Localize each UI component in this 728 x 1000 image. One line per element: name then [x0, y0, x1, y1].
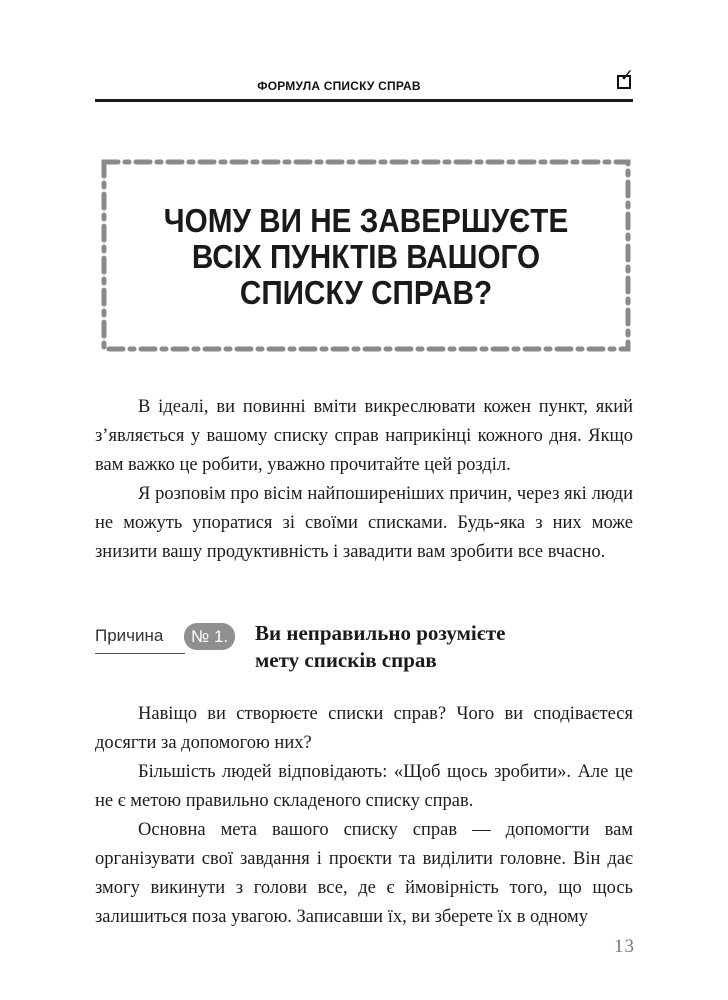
chapter-title-line: ВСІХ ПУНКТІВ ВАШОГО	[191, 238, 541, 275]
paragraph: Основна мета вашого списку справ — допомогти вам організувати свої завдання і проєкти та виділити головне. Він дає змогу викинути з голови все, де є ймовірність того, що щось залишиться поза увагою. Записавши їх, ви зберете їх в одному	[95, 820, 633, 927]
checkmark-icon: ✓	[619, 66, 634, 86]
reason-title-line: мету списків справ	[255, 648, 437, 672]
running-header	[95, 66, 633, 100]
paragraph: Навіщо ви створюєте списки справ? Чого ви сподіваєтеся досягти за допомогою них?	[95, 704, 633, 753]
reason-heading	[95, 620, 633, 680]
chapter-title-box	[100, 158, 632, 353]
reason-number-badge: № 1.	[184, 623, 235, 650]
header-rule	[95, 99, 633, 102]
paragraph: Більшість людей відповідають: «Щоб щось зробити». Але це не є метою правильно складеного списку справ.	[95, 762, 633, 811]
paragraph: В ідеалі, ви повинні вміти викреслювати кожен пункт, який з’являється у вашому списку справ наприкінці кожного дня. Якщо вам важко це робити, уважно прочитайте цей розділ.	[95, 397, 633, 475]
chapter-title-line: ЧОМУ ВИ НЕ ЗАВЕРШУЄТЕ	[163, 202, 569, 239]
section-text	[95, 700, 633, 932]
reason-title	[255, 620, 505, 674]
reason-label: Причина	[95, 626, 164, 645]
chapter-title-line: СПИСКУ СПРАВ?	[239, 274, 493, 311]
reason-title-line: Ви неправильно розумієте	[255, 621, 506, 645]
reason-underline	[95, 653, 185, 654]
chapter-title	[145, 203, 588, 311]
running-title: ФОРМУЛА СПИСКУ СПРАВ	[257, 79, 421, 93]
page-number: 13	[614, 936, 635, 957]
intro-text	[95, 393, 633, 567]
paragraph: Я розповім про вісім найпоширеніших причин, через які люди не можуть упоратися зі своїми списками. Будь-яка з них може знизити вашу продуктивність і завадити вам зробити все вчасно.	[95, 484, 633, 562]
